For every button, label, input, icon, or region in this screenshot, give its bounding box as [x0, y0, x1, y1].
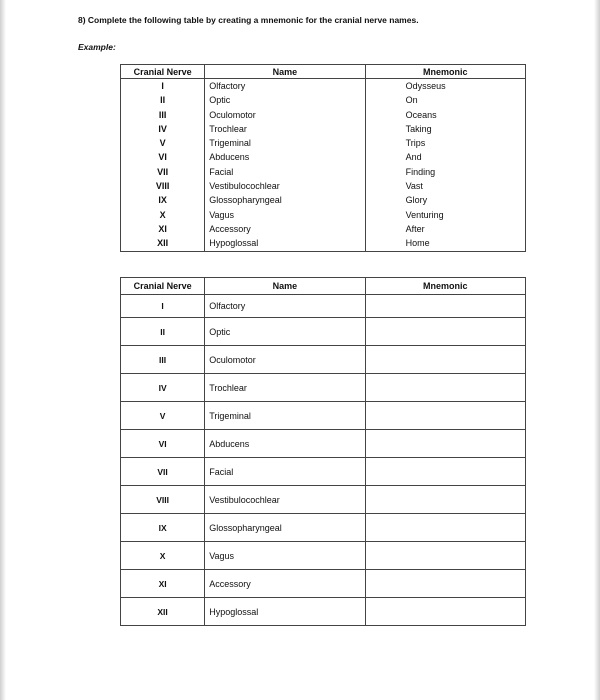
answer-row: [121, 402, 526, 430]
mnemonic-answer-cell[interactable]: [365, 542, 525, 570]
answer-numeral: X: [121, 542, 205, 570]
example-mnemonic-word: Venturing: [405, 209, 444, 220]
mnemonic-answer-cell[interactable]: [365, 458, 525, 486]
example-mnemonic-column: [365, 79, 525, 252]
header-name: Name: [205, 65, 365, 79]
example-nerve-name: Vestibulocochlear: [209, 181, 280, 192]
answer-numeral: II: [121, 318, 205, 346]
page-edge-right: [594, 0, 600, 700]
answer-numeral: XII: [121, 598, 205, 626]
answer-numeral: VIII: [121, 486, 205, 514]
example-numeral: II: [160, 95, 166, 106]
answer-numeral: VI: [121, 430, 205, 458]
answer-row: [121, 458, 526, 486]
example-nerve-name: Hypoglossal: [209, 238, 259, 249]
question-text: 8) Complete the following table by creating a mnemonic for the cranial nerve names.: [78, 15, 419, 25]
answer-header-row: [121, 278, 526, 295]
example-numeral: VI: [158, 152, 167, 163]
example-mnemonic-word: On: [405, 95, 418, 106]
example-mnemonic-word: Finding: [405, 166, 436, 177]
example-mnemonic-word: Odysseus: [405, 81, 446, 91]
answer-row: [121, 486, 526, 514]
example-nerve-name: Vagus: [209, 209, 235, 220]
mnemonic-answer-cell[interactable]: [365, 598, 525, 626]
mnemonic-answer-cell[interactable]: [365, 570, 525, 598]
example-numeral: XII: [157, 238, 169, 249]
example-numeral-column: [121, 79, 205, 252]
mnemonic-answer-cell[interactable]: [365, 430, 525, 458]
example-nerve-name: Abducens: [209, 152, 250, 163]
answer-nerve-name: Optic: [205, 318, 365, 346]
answer-numeral: VII: [121, 458, 205, 486]
example-mnemonic-word: Taking: [405, 123, 432, 134]
page-edge-left: [0, 0, 6, 700]
mnemonic-answer-cell[interactable]: [365, 374, 525, 402]
example-nerve-name: Trochlear: [209, 123, 247, 134]
example-name-column: [205, 79, 365, 252]
answer-row: [121, 318, 526, 346]
mnemonic-answer-cell[interactable]: [365, 318, 525, 346]
header-name: Name: [205, 278, 365, 295]
answer-nerve-name: Vestibulocochlear: [205, 486, 365, 514]
answer-row: [121, 570, 526, 598]
mnemonic-answer-cell[interactable]: [365, 402, 525, 430]
example-numeral: III: [158, 109, 167, 120]
mnemonic-answer-cell[interactable]: [365, 514, 525, 542]
header-mnemonic: Mnemonic: [365, 278, 525, 295]
example-numeral: IX: [158, 195, 167, 206]
header-cranial-nerve: Cranial Nerve: [121, 278, 205, 295]
answer-nerve-name: Facial: [205, 458, 365, 486]
example-numeral: IV: [158, 123, 167, 134]
example-nerve-name: Oculomotor: [209, 109, 256, 120]
example-mnemonic-word: Home: [405, 238, 430, 249]
example-nerve-name: Olfactory: [209, 81, 246, 91]
answer-nerve-name: Vagus: [205, 542, 365, 570]
answer-numeral: XI: [121, 570, 205, 598]
example-nerve-name: Optic: [209, 95, 231, 106]
example-nerve-name: Glossopharyngeal: [209, 195, 282, 206]
example-mnemonic-word: Vast: [405, 181, 423, 192]
answer-row: [121, 542, 526, 570]
example-numeral: VIII: [155, 181, 170, 192]
header-mnemonic: Mnemonic: [365, 65, 525, 79]
example-numeral: V: [159, 138, 166, 149]
example-mnemonic-word: Trips: [405, 138, 426, 149]
mnemonic-answer-cell[interactable]: [365, 486, 525, 514]
example-numeral: X: [159, 209, 166, 220]
header-cranial-nerve: Cranial Nerve: [121, 65, 205, 79]
answer-row: [121, 430, 526, 458]
example-mnemonic-word: And: [405, 152, 422, 163]
answer-nerve-name: Trigeminal: [205, 402, 365, 430]
example-table: [120, 64, 526, 252]
answer-row: [121, 295, 526, 318]
answer-row: [121, 514, 526, 542]
example-numeral: I: [161, 81, 164, 91]
example-numeral: VII: [157, 166, 169, 177]
answer-nerve-name: Oculomotor: [205, 346, 365, 374]
example-mnemonic-word: Oceans: [405, 109, 437, 120]
answer-numeral: IV: [121, 374, 205, 402]
example-label: Example:: [78, 42, 116, 52]
answer-numeral: IX: [121, 514, 205, 542]
example-mnemonic-word: After: [405, 223, 425, 234]
answer-nerve-name: Accessory: [205, 570, 365, 598]
answer-row: [121, 346, 526, 374]
example-nerve-name: Trigeminal: [209, 138, 251, 149]
answer-row: [121, 598, 526, 626]
answer-nerve-name: Trochlear: [205, 374, 365, 402]
answer-table: [120, 277, 526, 626]
answer-nerve-name: Glossopharyngeal: [205, 514, 365, 542]
answer-numeral: I: [121, 295, 205, 318]
answer-nerve-name: Hypoglossal: [205, 598, 365, 626]
mnemonic-answer-cell[interactable]: [365, 346, 525, 374]
example-nerve-name: Facial: [209, 166, 234, 177]
answer-row: [121, 374, 526, 402]
example-body-row: [121, 79, 526, 252]
answer-numeral: V: [121, 402, 205, 430]
answer-nerve-name: Abducens: [205, 430, 365, 458]
example-header-row: [121, 65, 526, 79]
mnemonic-answer-cell[interactable]: [365, 295, 525, 318]
answer-nerve-name: Olfactory: [205, 295, 365, 318]
answer-numeral: III: [121, 346, 205, 374]
example-mnemonic-word: Glory: [405, 195, 428, 206]
example-numeral: XI: [158, 223, 167, 234]
example-nerve-name: Accessory: [209, 223, 251, 234]
